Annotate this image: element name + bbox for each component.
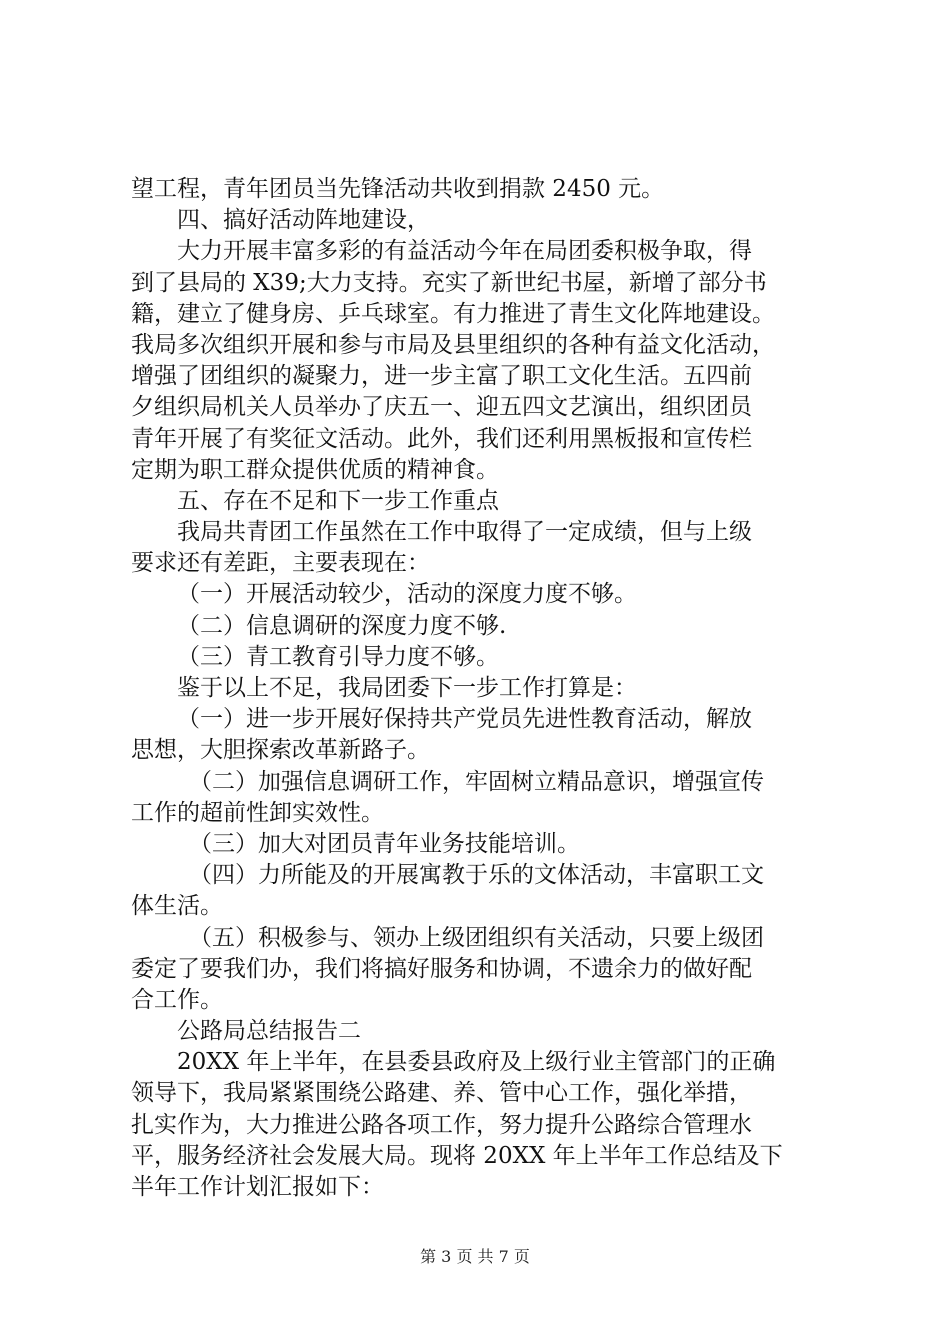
list-item: （三）加大对团员青年业务技能培训。 [189,830,580,857]
page-number: 第 3 页 共 7 页 [420,1247,530,1266]
list-item: （一）开展活动较少，活动的深度力度不够。 [177,581,637,608]
text-line: 夕组织局机关人员举办了庆五一、迎五四文艺演出，组织团员 [131,394,752,421]
text-line: 要求还有差距，主要表现在： [131,550,430,577]
list-item: （二）加强信息调研工作，牢固树立精品意识，增强宣传 [189,768,764,795]
text-line: 扎实作为，大力推进公路各项工作，努力提升公路综合管理水 [131,1111,752,1138]
list-item: （三）青工教育引导力度不够。 [177,643,499,670]
text-line: 青年开展了有奖征文活动。此外，我们还利用黑板报和宣传栏 [131,425,752,452]
text-line: 领导下，我局紧紧围绕公路建、养、管中心工作，强化举措， [131,1080,752,1107]
text-line: 我局共青团工作虽然在工作中取得了一定成绩，但与上级 [177,519,752,546]
list-item: （二）信息调研的深度力度不够. [177,612,507,639]
list-item: （一）进一步开展好保持共产党员先进性教育活动，解放 [177,706,752,733]
document-body [131,174,851,1203]
section-heading: 公路局总结报告二 [177,1018,361,1045]
text-line: 鉴于以上不足，我局团委下一步工作打算是： [177,675,637,701]
section-heading: 五、存在不足和下一步工作重点 [177,487,499,514]
text-line: 委定了要我们办，我们将搞好服务和协调，不遗余力的做好配 [131,955,752,982]
section-heading: 四、搞好活动阵地建设， [177,207,430,234]
text-line: 合工作。 [131,986,223,1013]
list-item: （五）积极参与、领办上级团组织有关活动，只要上级团 [189,924,764,951]
list-item: （四）力所能及的开展寓教于乐的文体活动，丰富职工文 [189,862,764,889]
text-line: 籍，建立了健身房、乒乓球室。有力推进了青生文化阵地建设。 [131,300,775,327]
text-line: 工作的超前性卸实效性。 [131,799,384,826]
text-line: 增强了团组织的凝聚力，进一步主富了职工文化生活。五四前 [131,363,752,390]
text-line: 到了县局的 X39;大力支持。充实了新世纪书屋，新增了部分书 [131,269,767,296]
text-line: 望工程，青年团员当先锋活动共收到捐款 2450 元。 [131,176,665,202]
text-line: 体生活。 [131,893,223,920]
text-line: 半年工作计划汇报如下： [131,1174,384,1200]
text-line: 大力开展丰富多彩的有益活动今年在局团委积极争取，得 [177,238,752,265]
text-line: 定期为职工群众提供优质的精神食。 [131,456,499,483]
text-line: 我局多次组织开展和参与市局及县里组织的各种有益文化活动， [131,331,775,358]
text-line: 思想，大胆探索改革新路子。 [131,737,430,764]
text-line: 平，服务经济社会发展大局。现将 20XX 年上半年工作总结及下 [131,1142,783,1169]
text-line: 20XX 年上半年，在县委县政府及上级行业主管部门的正确 [177,1049,776,1076]
